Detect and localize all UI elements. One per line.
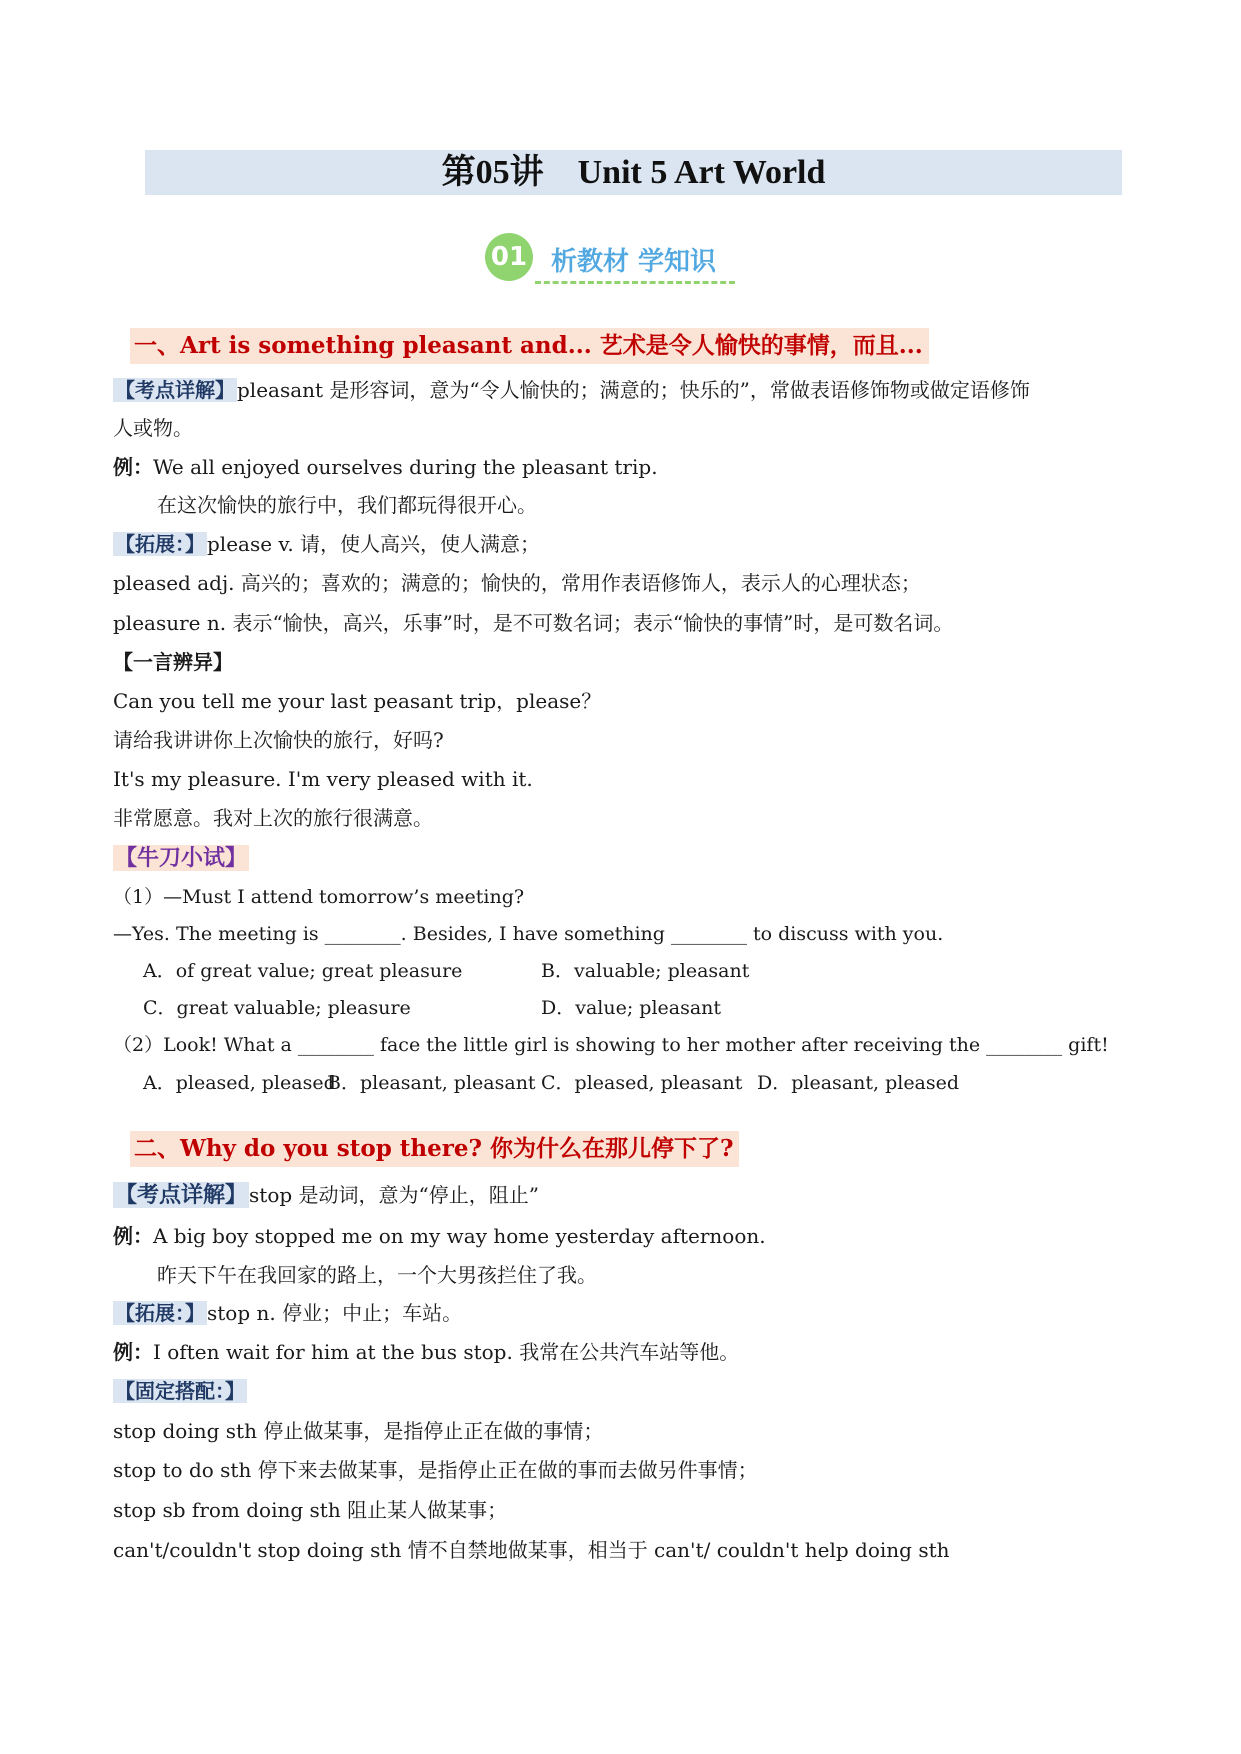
q2-option-d: D．pleasant, pleased — [757, 1072, 960, 1094]
q1-option-a: A．of great value; great pleasure — [143, 960, 463, 982]
badge-label: 析教材 学知识 — [551, 247, 717, 277]
page-title: 第05讲 Unit 5 Art World — [441, 154, 826, 191]
badge-underline — [535, 281, 735, 284]
section1-example-cn: 在这次愉快的旅行中，我们都玩得很开心。 — [157, 493, 537, 517]
phrase-line: can't/couldn't stop doing sth 情不自禁地做某事，相当于 can't/ couldn't help doing sth — [113, 1538, 950, 1562]
question-1-body: —Yes. The meeting is ________. Besides, I have something ________ to discuss with you. — [113, 923, 944, 945]
section2-example-2 — [113, 1338, 739, 1366]
example-label: 例： — [113, 455, 153, 479]
section1-detail-cont: 人或物。 — [113, 416, 193, 440]
detail-text: pleasant 是形容词，意为“令人愉快的；满意的；快乐的”，常做表语修饰物或做定语修饰 — [237, 378, 1030, 402]
example-en: We all enjoyed ourselves during the pleasant trip. — [153, 455, 658, 479]
example-label: 例： — [113, 1340, 153, 1364]
example-text: I often wait for him at the bus stop. 我常在公共汽车站等他。 — [153, 1340, 740, 1364]
section2-detail — [113, 1179, 539, 1211]
q1-option-b: B．valuable; pleasant — [541, 960, 750, 982]
dialog-line: 非常愿意。我对上次的旅行很满意。 — [113, 806, 433, 830]
q1-option-d: D．value; pleasant — [541, 997, 722, 1019]
distinguish-tag: 【一言辨异】 — [113, 650, 233, 674]
dialog-line: It's my pleasure. I'm very pleased with it. — [113, 767, 533, 791]
dialog-line: Can you tell me your last peasant trip，please？ — [113, 689, 602, 713]
q2-option-a: A．pleased, pleased — [143, 1072, 336, 1094]
expand-line-3: pleasure n. 表示“愉快，高兴，乐事”时，是不可数名词；表示“愉快的事情”时，是可数名词。 — [113, 611, 954, 635]
expand-text: please v. 请，使人高兴，使人满意； — [207, 532, 541, 556]
badge-number: 01 — [485, 233, 533, 281]
section1-example — [113, 453, 658, 481]
practice-tag: 【牛刀小试】 — [115, 845, 248, 871]
expand-tag: 【拓展：】 — [115, 532, 205, 556]
detail-tag: 【考点详解】 — [115, 1182, 248, 1208]
section2-example-cn: 昨天下午在我回家的路上，一个大男孩拦住了我。 — [157, 1263, 597, 1287]
phrase-line: stop sb from doing sth 阻止某人做某事； — [113, 1498, 508, 1522]
phrase-line: stop to do sth 停下来去做某事，是指停止正在做的事而去做另件事情； — [113, 1458, 758, 1482]
q1-option-c: C．great valuable; pleasure — [143, 997, 411, 1019]
expand-text: stop n. 停业；中止；车站。 — [207, 1301, 463, 1325]
question-2: （2）Look! What a ________ face the little girl is showing to her mother after receiving the ________ gift! — [113, 1034, 1109, 1056]
example-label: 例： — [113, 1224, 153, 1248]
section1-heading: 一、Art is something pleasant and... 艺术是令人愉快的事情，而且... — [130, 328, 929, 364]
dialog-line: 请给我讲讲你上次愉快的旅行，好吗? — [113, 728, 444, 752]
q2-option-c: C．pleased, pleasant — [541, 1072, 743, 1094]
section2-heading: 二、Why do you stop there? 你为什么在那儿停下了? — [130, 1131, 739, 1167]
section2-expand — [113, 1299, 462, 1327]
section1-detail — [113, 376, 1030, 404]
q2-option-b: B．pleasant, pleasant — [327, 1072, 536, 1094]
detail-text: stop 是动词，意为“停止，阻止” — [249, 1183, 539, 1207]
phrase-tag: 【固定搭配：】 — [115, 1379, 245, 1403]
example-en: A big boy stopped me on my way home yesterday afternoon. — [153, 1224, 766, 1248]
question-1: （1）—Must I attend tomorrow’s meeting? — [113, 886, 525, 908]
phrase-line: stop doing sth 停止做某事，是指停止正在做的事情； — [113, 1419, 604, 1443]
section2-example — [113, 1222, 766, 1250]
section1-expand — [113, 530, 540, 558]
expand-tag: 【拓展：】 — [115, 1301, 205, 1325]
expand-line-2: pleased adj. 高兴的；喜欢的；满意的；愉快的，常用作表语修饰人，表示人的心理状态； — [113, 571, 921, 595]
detail-tag: 【考点详解】 — [115, 378, 235, 402]
